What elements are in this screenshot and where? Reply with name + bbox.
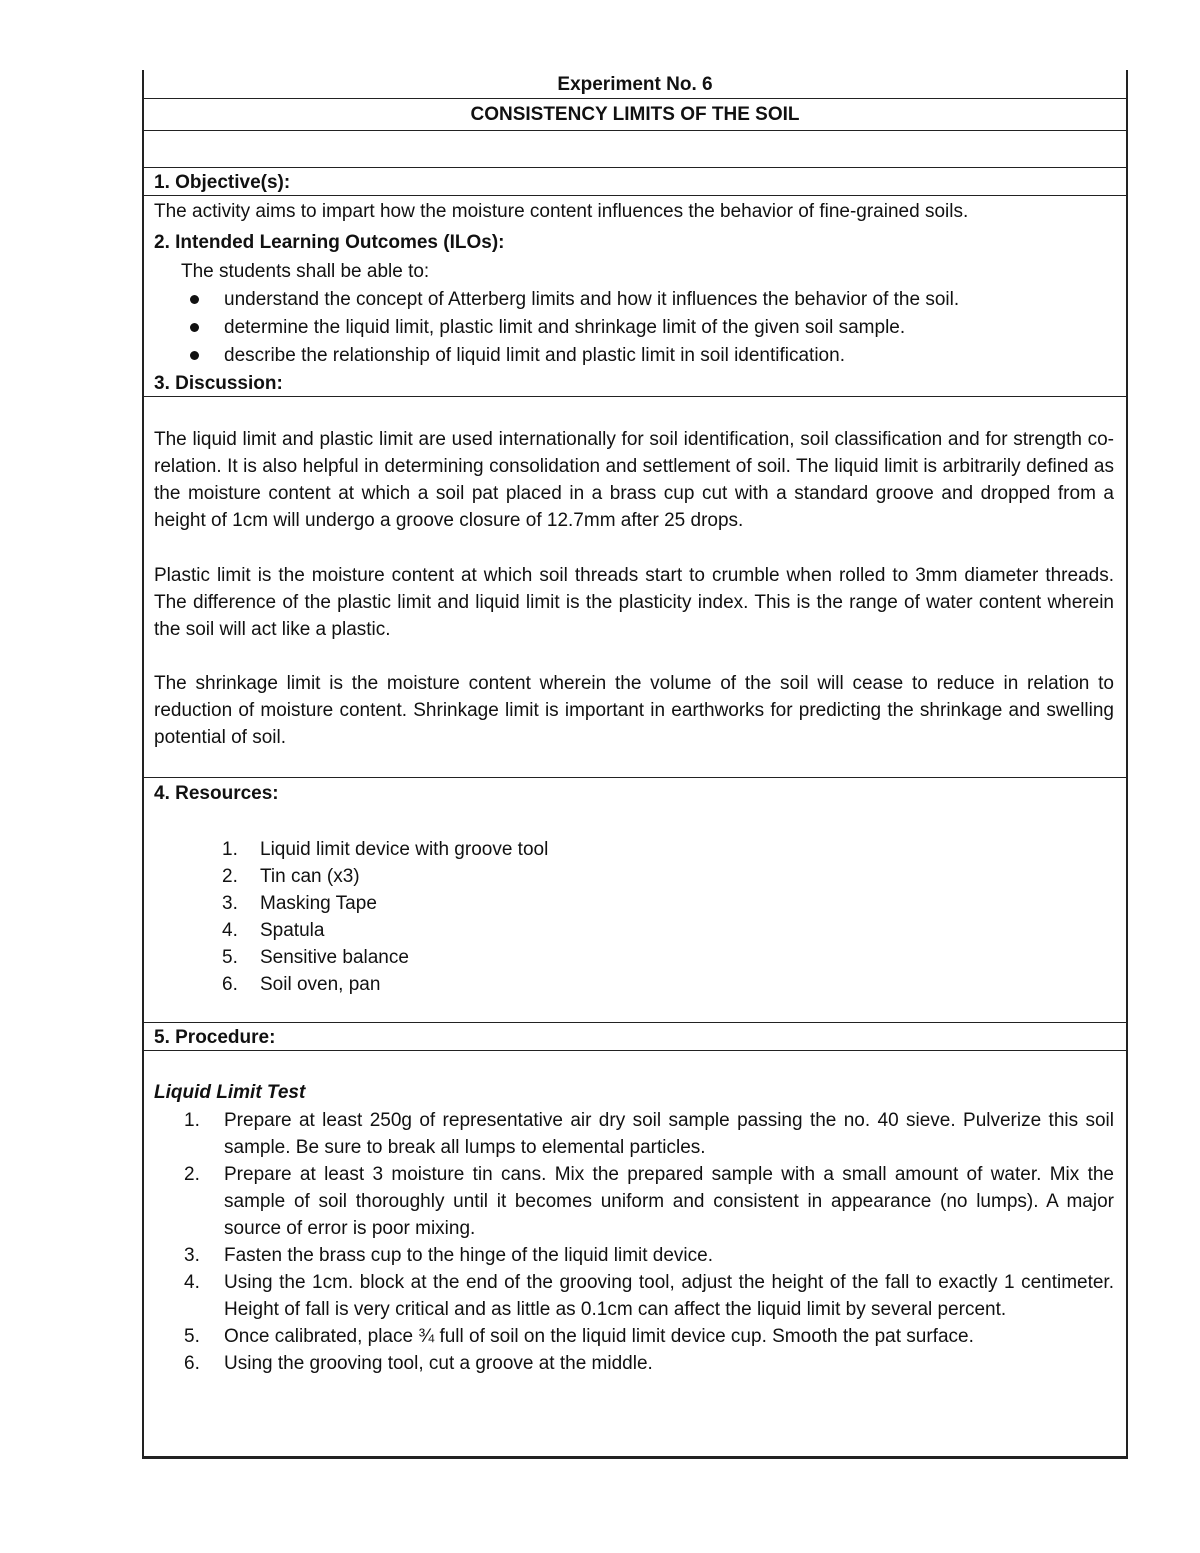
- divider: [144, 777, 1126, 778]
- discussion-paragraph-3: The shrinkage limit is the moisture content wherein the volume of the soil will cease to reduce in relation to reduction of moisture content. Shrinkage limit is important in earthworks for predicting the shrinkage and swelling potential of soil.: [154, 673, 1114, 748]
- divider: [144, 98, 1126, 99]
- list-item: 6. Using the grooving tool, cut a groove at the middle.: [184, 1353, 653, 1374]
- list-item: 2. Tin can (x3): [222, 866, 360, 887]
- divider: [144, 1050, 1126, 1051]
- resources-heading: 4. Resources:: [154, 783, 279, 804]
- ilo-intro: The students shall be able to:: [181, 261, 430, 282]
- divider: [144, 167, 1126, 168]
- list-item: 2. Prepare at least 3 moisture tin cans. Mix the prepared sample with a small amount of water. Mix the sample of soil thoroughly until it becomes uniform and consistent in appearance (no lumps). A major source of error is poor mixing.: [184, 1164, 1114, 1239]
- list-item: determine the liquid limit, plastic limit and shrinkage limit of the given soil sample.: [190, 314, 1116, 342]
- procedure-subheading: Liquid Limit Test: [154, 1082, 306, 1103]
- list-item: 4. Spatula: [222, 920, 325, 941]
- divider: [144, 130, 1126, 131]
- list-item: 3. Fasten the brass cup to the hinge of the liquid limit device.: [184, 1245, 713, 1266]
- list-item: 5. Sensitive balance: [222, 947, 409, 968]
- procedure-heading: 5. Procedure:: [154, 1027, 276, 1048]
- list-item: 3. Masking Tape: [222, 893, 377, 914]
- list-item: 6. Soil oven, pan: [222, 974, 381, 995]
- resources-list: [222, 836, 548, 998]
- list-item: 5. Once calibrated, place ¾ full of soil on the liquid limit device cup. Smooth the pat surface.: [184, 1326, 974, 1347]
- document-title: CONSISTENCY LIMITS OF THE SOIL: [470, 104, 800, 125]
- ilo-heading: 2. Intended Learning Outcomes (ILOs):: [154, 232, 505, 253]
- list-item: 4. Using the 1cm. block at the end of the grooving tool, adjust the height of the fall to exactly 1 centimeter. Height of fall is very critical and as little as 0.1cm can affect the liquid limit by several percent.: [184, 1272, 1114, 1320]
- ilo-list: [190, 286, 1116, 370]
- bullet-icon: [190, 351, 199, 360]
- experiment-number: Experiment No. 6: [557, 74, 713, 95]
- discussion-heading: 3. Discussion:: [154, 373, 283, 394]
- experiment-sheet: [142, 70, 1128, 1459]
- objective-text: The activity aims to impart how the moisture content influences the behavior of fine-grained soils.: [154, 201, 969, 222]
- list-item: 1. Prepare at least 250g of representative air dry soil sample passing the no. 40 sieve. Pulverize this soil sample. Be sure to break all lumps to elemental particles.: [184, 1110, 1114, 1158]
- list-item: understand the concept of Atterberg limits and how it influences the behavior of the soil.: [190, 286, 1116, 314]
- procedure-steps: [184, 1107, 1114, 1377]
- objective-heading: 1. Objective(s):: [154, 172, 291, 193]
- divider: [144, 396, 1126, 397]
- list-item: 1. Liquid limit device with groove tool: [222, 839, 549, 860]
- discussion-paragraph-2: Plastic limit is the moisture content at which soil threads start to crumble when rolled to 3mm diameter threads. The difference of the plastic limit and liquid limit is the plasticity index. This is the range of water content wherein the soil will act like a plastic.: [154, 565, 1114, 640]
- discussion-paragraph-1: The liquid limit and plastic limit are used internationally for soil identification, soil classification and for strength co-relation. It is also helpful in determining consolidation and settlement of soil. The liquid limit is arbitrarily defined as the moisture content at which a soil pat placed in a brass cup cut with a standard groove and dropped from a height of 1cm will undergo a groove closure of 12.7mm after 25 drops.: [154, 429, 1114, 531]
- divider: [144, 195, 1126, 196]
- list-item: describe the relationship of liquid limit and plastic limit in soil identification.: [190, 342, 1116, 370]
- bullet-icon: [190, 323, 199, 332]
- bullet-icon: [190, 295, 199, 304]
- divider: [144, 1022, 1126, 1023]
